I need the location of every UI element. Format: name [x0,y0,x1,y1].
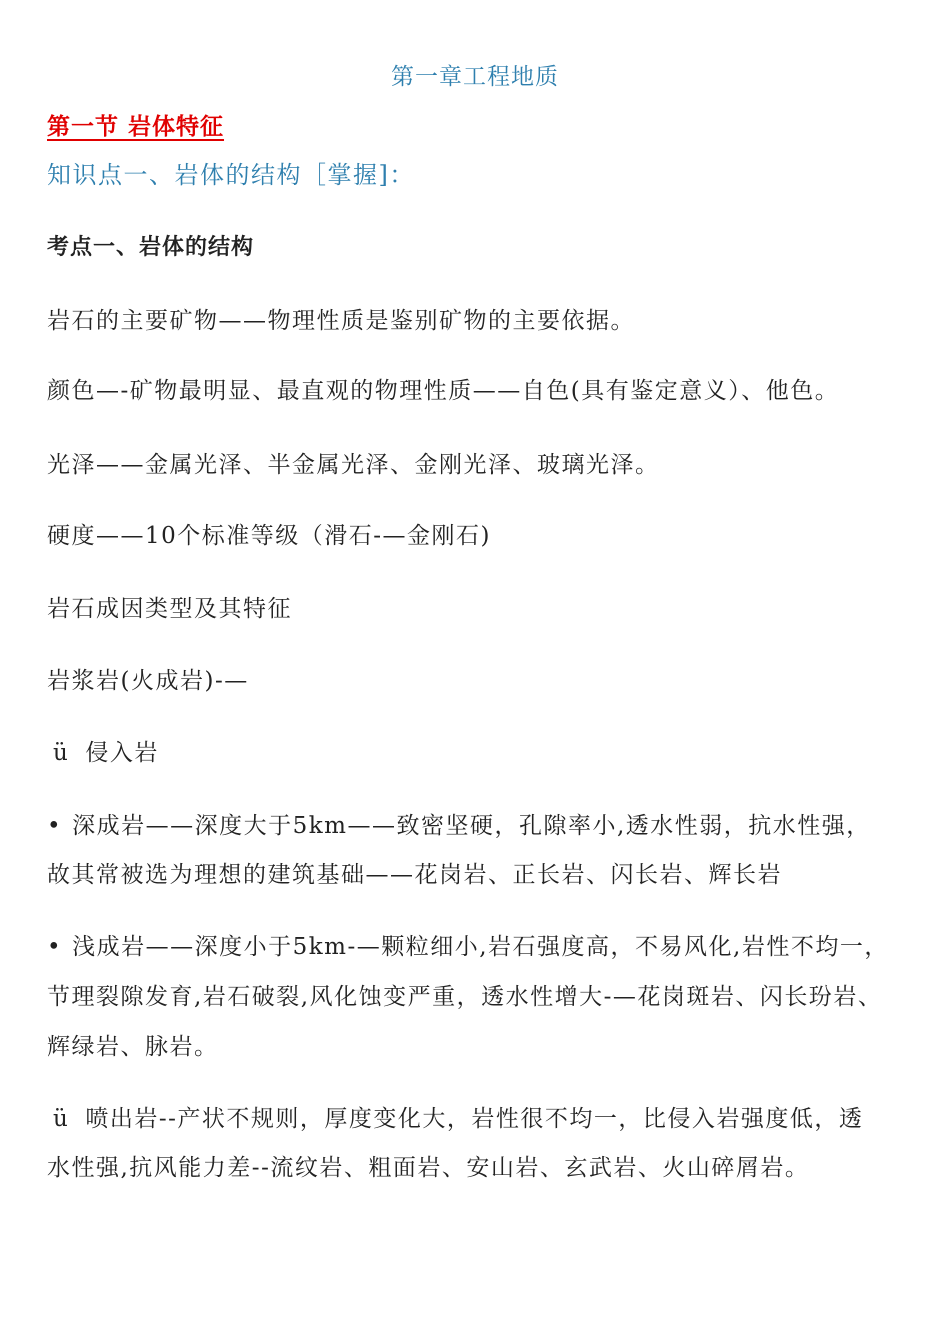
deep-rock-text-1: 深成岩——深度大于5km——致密坚硬，孔隙率小,透水性弱，抗水性强， [72,813,871,839]
list-item-intrusive [47,738,159,768]
shallow-rock-text-2: 节理裂隙发育,岩石破裂,风化蚀变严重，透水性增大-—花岗斑岩、闪长玢岩、 [47,984,883,1010]
paragraph-luster: 光泽——金属光泽、半金属光泽、金刚光泽、玻璃光泽。 [47,452,660,478]
paragraph-minerals: 岩石的主要矿物——物理性质是鉴别矿物的主要依据。 [47,308,635,334]
knowledge-point-heading: 知识点一、岩体的结构［掌握]： [47,161,415,189]
list-item-shallow-rock-line1 [47,932,889,962]
deep-rock-text-2: 故其常被选为理想的建筑基础——花岗岩、正长岩、闪长岩、辉长岩 [47,862,782,888]
shallow-rock-text-3: 辉绿岩、脉岩。 [47,1034,219,1060]
check-mark-icon: ü [53,740,70,766]
chapter-title: 第一章工程地质 [391,64,559,90]
bullet-icon: • [47,934,63,960]
section-title: 第一节 岩体特征 [47,114,225,140]
intrusive-label: 侵入岩 [85,740,159,766]
paragraph-rock-genesis: 岩石成因类型及其特征 [47,596,292,622]
paragraph-hardness: 硬度——10个标准等级（滑石-—金刚石) [47,523,492,549]
paragraph-magmatic-rock: 岩浆岩(火成岩)-— [47,668,249,694]
list-item-extrusive-line1 [47,1104,863,1134]
bullet-icon: • [47,813,63,839]
shallow-rock-text-1: 浅成岩——深度小于5km-—颗粒细小,岩石强度高，不易风化,岩性不均一， [72,934,889,960]
paragraph-color: 颜色—-矿物最明显、最直观的物理性质——自色(具有鉴定意义）、他色。 [47,378,840,404]
check-mark-icon: ü [53,1106,70,1132]
list-item-deep-rock-line1 [47,811,871,841]
extrusive-text-2: 水性强,抗风能力差--流纹岩、粗面岩、安山岩、玄武岩、火山碎屑岩。 [47,1155,810,1181]
exam-point-heading: 考点一、岩体的结构 [47,235,255,260]
extrusive-text-1: 喷出岩--产状不规则，厚度变化大，岩性很不均一，比侵入岩强度低，透 [85,1106,864,1132]
